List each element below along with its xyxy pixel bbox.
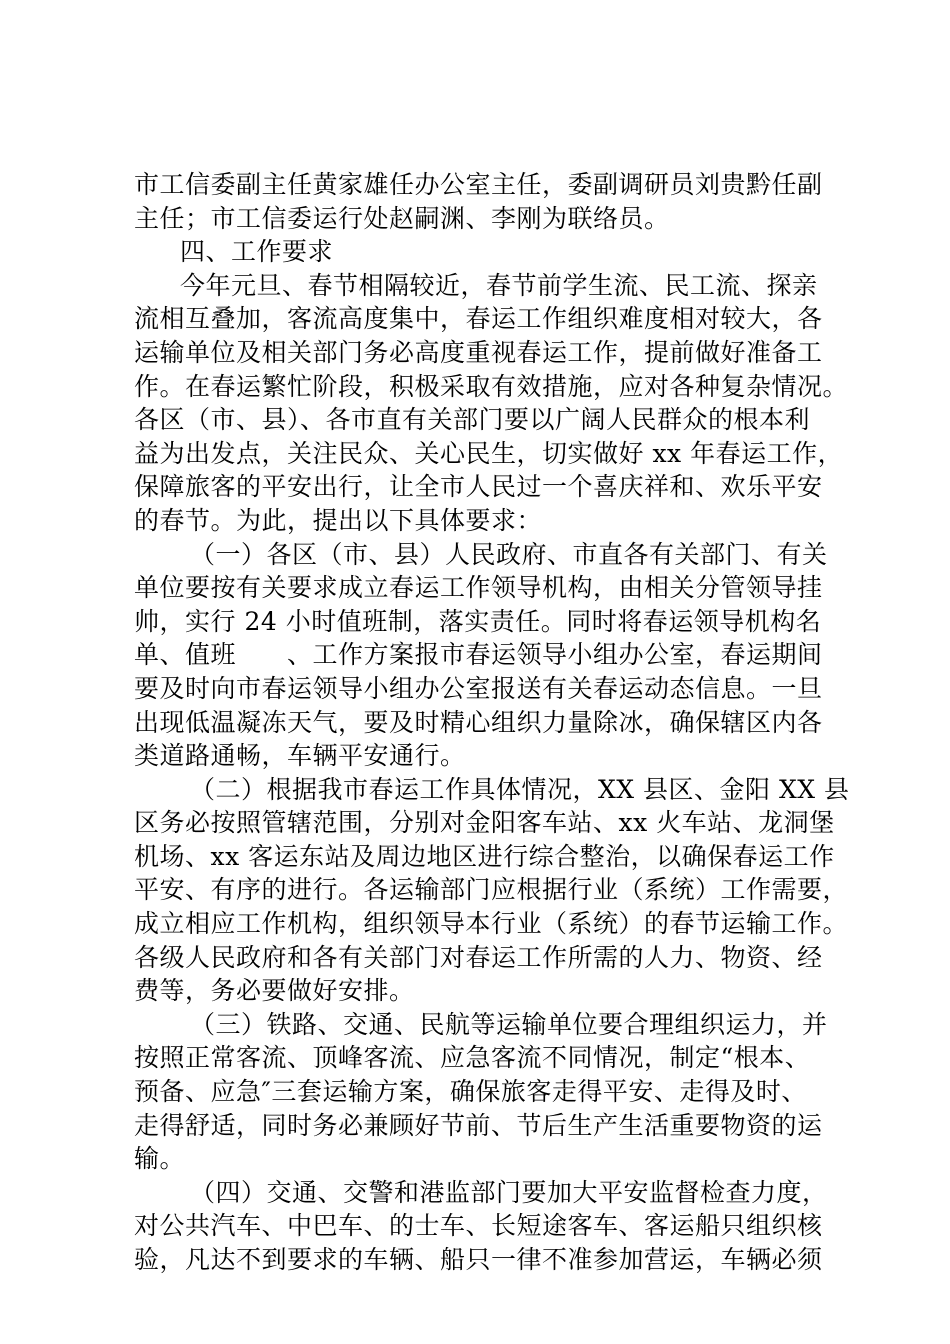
text-line: 运输单位及相关部门务必高度重视春运工作，提前做好准备工 [134, 337, 823, 367]
text-line: 益为出发点，关注民众、关心民生，切实做好 xx 年春运工作， [134, 438, 844, 468]
text-line: 市工信委副主任黄家雄任办公室主任，委副调研员刘贵黔任副 [134, 170, 823, 199]
text-line: 出现低温凝冻天气，要及时精心组织力量除冰，确保辖区内各 [134, 707, 823, 737]
list-item-heading: （二）根据我市春运工作具体情况，XX 县区、金阳 XX 县 [190, 774, 850, 804]
text-line: 保障旅客的平安出行，让全市人民过一个喜庆祥和、欢乐平安 [134, 472, 823, 502]
document-body [134, 168, 850, 1277]
text-line: 对公共汽车、中巴车、的士车、长短途客车、客运船只组织核 [134, 1211, 823, 1241]
text-line: 费等，务必要做好安排。 [134, 976, 415, 1006]
text-line: 验，凡达不到要求的车辆、船只一律不准参加营运，车辆必须 [134, 1245, 823, 1274]
text-line: 的春节。为此，提出以下具体要求： [134, 505, 543, 535]
text-line: 各区（市、县）、各市直有关部门要以广阔人民群众的根本利 [134, 405, 811, 435]
text-line: 走得舒适，同时务必兼顾好节前、节后生产生活重要物资的运 [134, 1110, 823, 1140]
text-line: 成立相应工作机构，组织领导本行业（系统）的春节运输工作。 [134, 909, 849, 939]
text-line: 作。在春运繁忙阶段，积极采取有效措施，应对各种复杂情况。 [134, 371, 849, 401]
list-item-heading: （四）交通、交警和港监部门要加大平安监督检查力度， [190, 1177, 828, 1207]
section-heading: 四、工作要求 [180, 237, 334, 267]
text-line: 单、值班 、工作方案报市春运领导小组办公室，春运期间 [134, 640, 823, 670]
text-line: 输。 [134, 1144, 186, 1174]
text-line: 按照正常客流、顶峰客流、应急客流不同情况，制定“根本、 [134, 1043, 811, 1073]
text-line: 要及时向市春运领导小组办公室报送有关春运动态信息。一旦 [134, 673, 823, 703]
text-line: 类道路通畅，车辆平安通行。 [134, 741, 466, 771]
text-line: 区务必按照管辖范围，分别对金阳客车站、xx 火车站、龙洞堡 [134, 808, 835, 838]
text-line: 平安、有序的进行。各运输部门应根据行业（系统）工作需要， [134, 875, 849, 905]
text-line: 今年元旦、春节相隔较近，春节前学生流、民工流、探亲 [180, 270, 818, 300]
text-line: 流相互叠加，客流高度集中，春运工作组织难度相对较大，各 [134, 304, 823, 334]
text-line: 主任；市工信委运行处赵嗣渊、李刚为联络员。 [134, 203, 670, 233]
text-line: 机场、xx 客运东站及周边地区进行综合整治，以确保春运工作 [134, 841, 835, 871]
text-line: 单位要按有关要求成立春运工作领导机构，由相关分管领导挂 [134, 573, 823, 603]
text-line: 各级人民政府和各有关部门对春运工作所需的人力、物资、经 [134, 942, 823, 972]
list-item-heading: （三）铁路、交通、民航等运输单位要合理组织运力，并 [190, 1009, 828, 1039]
text-line: 帅，实行 24 小时值班制，落实责任。同时将春运领导机构名 [134, 606, 822, 636]
list-item-heading: （一）各区（市、县）人民政府、市直各有关部门、有关 [190, 539, 828, 569]
text-line: 预备、应急″三套运输方案，确保旅客走得平安、走得及时、 [134, 1077, 807, 1107]
